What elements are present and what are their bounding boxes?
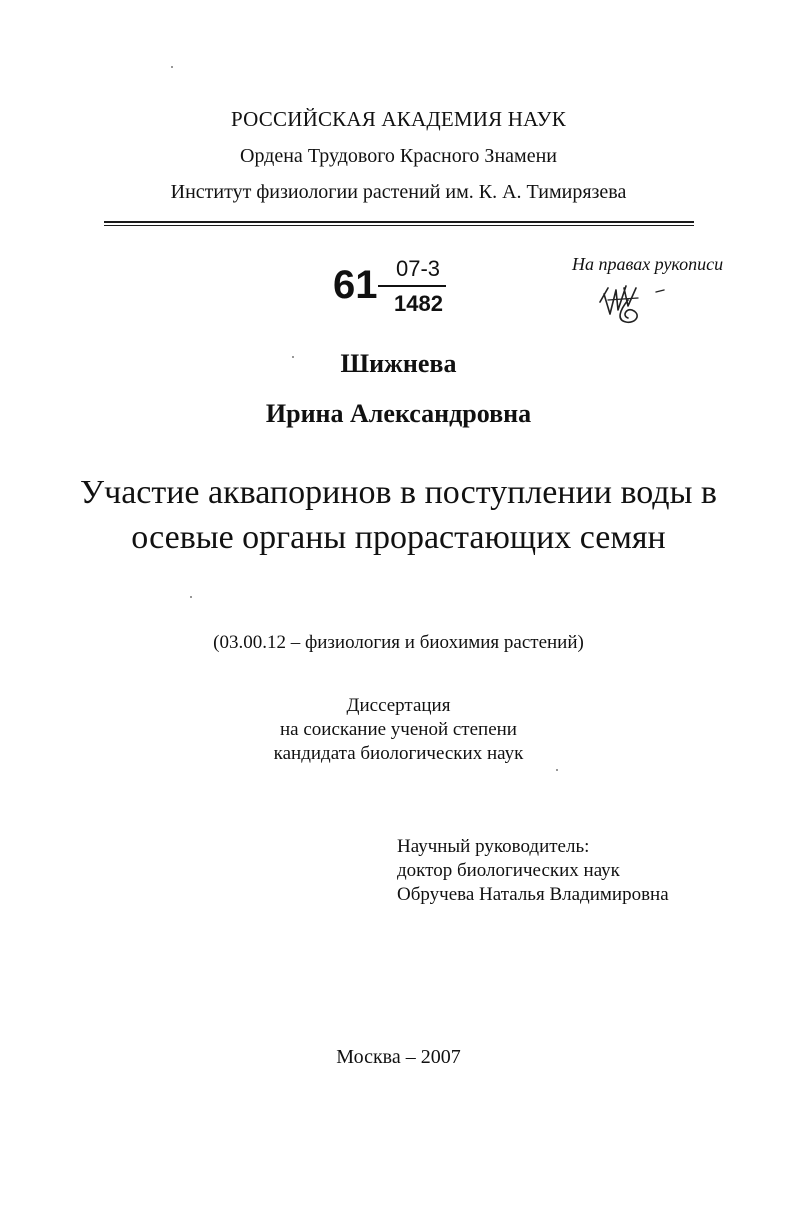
advisor-degree: доктор биологических наук [397,860,620,881]
dissertation-purpose: на соискание ученой степени [280,719,517,740]
dissertation-degree: кандидата биологических наук [273,743,524,764]
institute-name: Институт физиологии растений им. К. А. Тимирязева [170,181,627,203]
organization-name: РОССИЙСКАЯ АКАДЕМИЯ НАУК [231,107,566,131]
advisor-label: Научный руководитель: [397,836,590,857]
scan-speck [292,356,294,358]
thesis-title-line-1: Участие аквапоринов в поступлении воды в [80,474,717,511]
scan-speck [556,769,558,771]
header-rule [104,221,694,223]
organization-order: Ордена Трудового Красного Знамени [240,145,557,167]
specialty-code: (03.00.12 – физиология и биохимия растений) [213,632,584,653]
library-code-fraction-bar [378,285,446,287]
thesis-title-line-2: осевые органы прорастающих семян [131,519,666,556]
scan-speck [190,596,192,598]
author-surname: Шижнева [340,349,457,378]
scan-speck [171,66,173,68]
library-code-main: 61 [333,263,378,307]
library-code-numerator: 07-3 [396,256,441,281]
dissertation-type: Диссертация [346,695,451,716]
signature-icon [598,280,678,328]
header-rule-thin [104,225,694,226]
rights-note: На правах рукописи [572,254,724,274]
advisor-name: Обручева Наталья Владимировна [397,884,669,905]
city-year: Москва – 2007 [336,1046,461,1068]
author-given-names: Ирина Александровна [265,399,532,428]
library-code-denominator: 1482 [394,291,443,316]
